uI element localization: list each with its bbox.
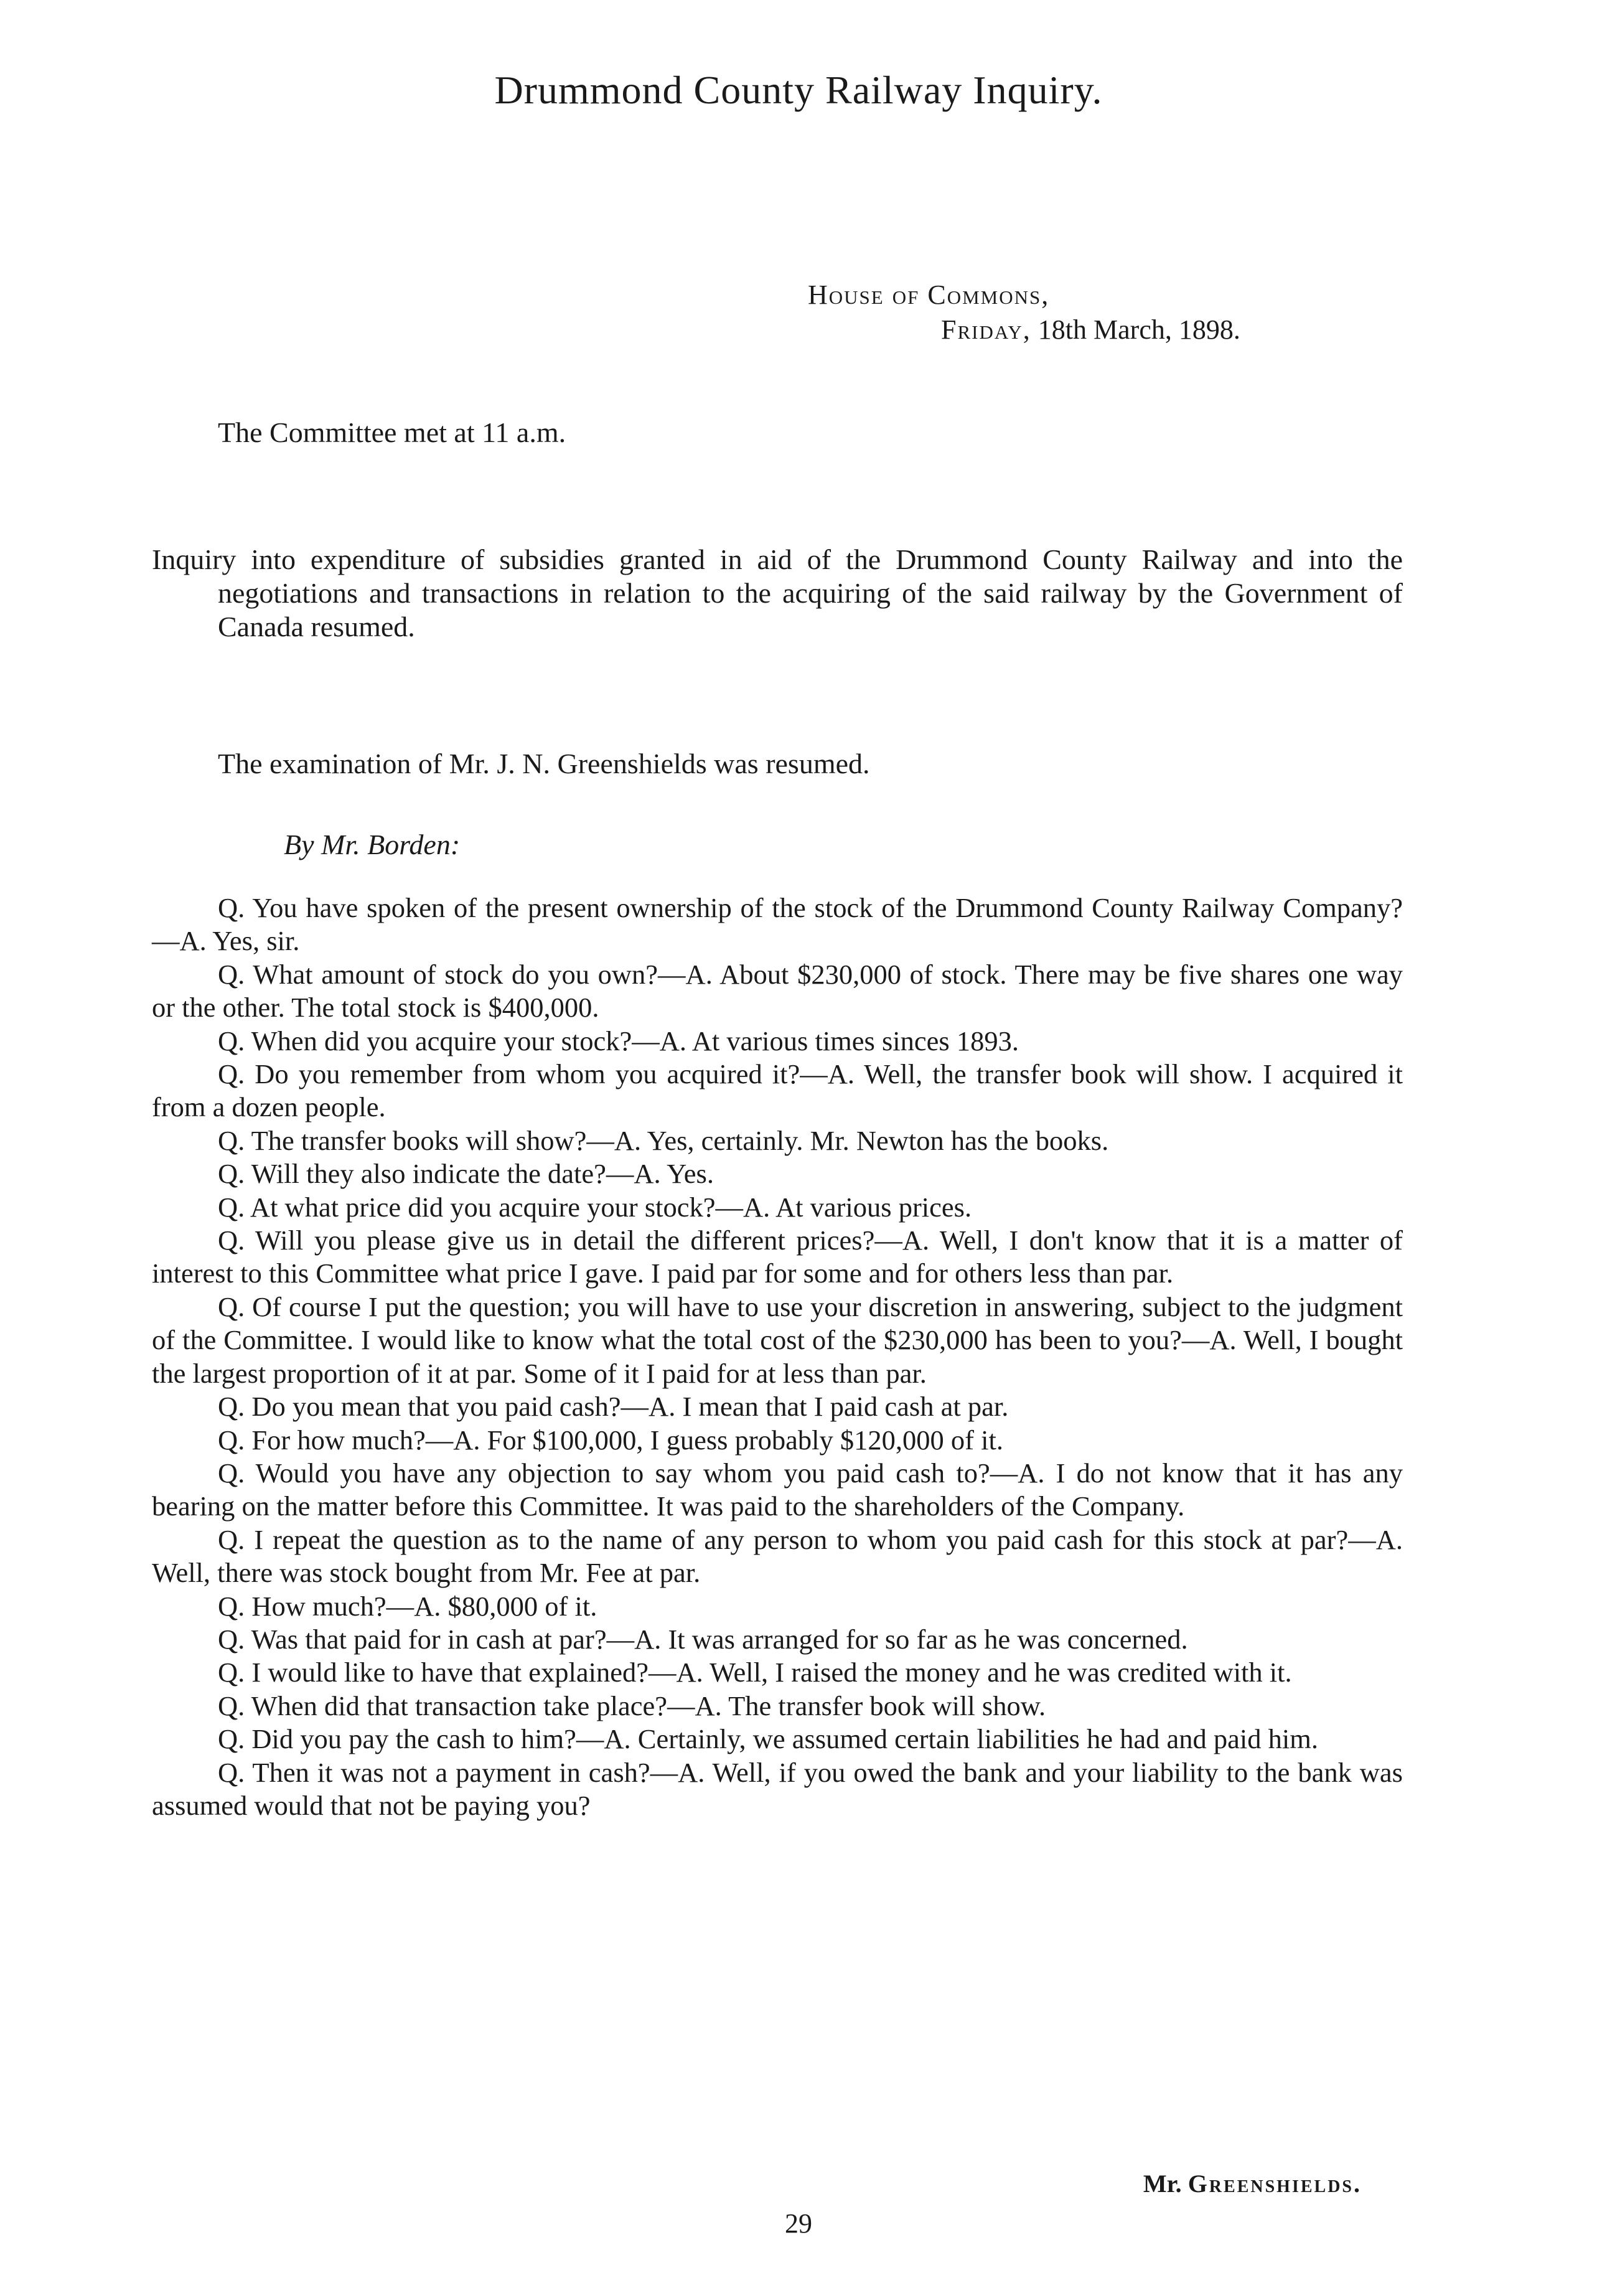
- qa-paragraph: Q. I repeat the question as to the name of any person to whom you paid cash for this stock at par?—A. Well, there was stock bought from Mr. Fee at par.: [152, 1523, 1403, 1589]
- qa-paragraph: Q. Then it was not a payment in cash?—A. Well, if you owed the bank and your liability to the bank was assumed would that not be paying you?: [152, 1756, 1403, 1821]
- qa-paragraph: Q. Would you have any objection to say whom you paid cash to?—A. I do not know that it has any bearing on the matter before this Committee. It was paid to the shareholders of the Company.: [152, 1457, 1403, 1522]
- qa-paragraph: Q. When did you acquire your stock?—A. At various times sinces 1893.: [218, 1025, 1019, 1056]
- qa-paragraph: Q. Of course I put the question; you will have to use your discretion in answering, subject to the judgment of the Committee. I would like to know what the total cost of the $230,000 has been to you?—A. Well, I bought the largest proportion of it at par. Some of it I paid for at less than par.: [152, 1291, 1403, 1389]
- inquiry-paragraph: Inquiry into expenditure of subsidies granted in aid of the Drummond County Railway and into the negotiations and transactions in relation to the acquiring of the said railway by the Government of Canada resumed.: [152, 543, 1403, 642]
- qa-paragraph: Q. You have spoken of the present ownership of the stock of the Drummond County Railway Company?—A. Yes, sir.: [152, 892, 1403, 957]
- dateline-house: House of Commons,: [808, 280, 1050, 310]
- examiner-byline: By Mr. Borden:: [284, 829, 461, 860]
- qa-paragraph: Q. When did that transaction take place?—A. The transfer book will show.: [218, 1690, 1046, 1721]
- running-signature: [1143, 2169, 1362, 2198]
- inquiry-paragraph-block: [152, 543, 1403, 644]
- qa-paragraph: Q. The transfer books will show?—A. Yes, certainly. Mr. Newton has the books.: [218, 1124, 1109, 1156]
- qa-paragraph: Q. Did you pay the cash to him?—A. Certainly, we assumed certain liabilities he had and paid him.: [218, 1723, 1319, 1755]
- testimony-section: [152, 892, 1403, 1822]
- signature-prefix: Mr.: [1143, 2170, 1182, 2198]
- signature-name: Greenshields.: [1187, 2170, 1362, 2198]
- qa-paragraph: Q. What amount of stock do you own?—A. About $230,000 of stock. There may be five shares one way or the other. The total stock is $400,000.: [152, 958, 1403, 1023]
- qa-paragraph: Q. How much?—A. $80,000 of it.: [218, 1590, 597, 1622]
- qa-paragraph: Q. Will you please give us in detail the different prices?—A. Well, I don't know that it is a matter of interest to this Committee what price I gave. I paid par for some and for others less than par.: [152, 1225, 1403, 1289]
- qa-paragraph: Q. At what price did you acquire your stock?—A. At various prices.: [218, 1191, 972, 1223]
- meeting-note: The Committee met at 11 a.m.: [218, 416, 566, 448]
- page-number: 29: [785, 2208, 812, 2239]
- qa-paragraph: Q. Will they also indicate the date?—A. Yes.: [218, 1158, 714, 1190]
- qa-paragraph: Q. For how much?—A. For $100,000, I guess probably $120,000 of it.: [218, 1424, 1003, 1456]
- page-title: Drummond County Railway Inquiry.: [494, 68, 1103, 112]
- dateline-date-row: [941, 314, 1240, 346]
- qa-paragraph: Q. I would like to have that explained?—A. Well, I raised the money and he was credited with it.: [218, 1657, 1292, 1688]
- qa-paragraph: Q. Do you mean that you paid cash?—A. I mean that I paid cash at par.: [218, 1391, 1009, 1423]
- qa-paragraph: Q. Was that paid for in cash at par?—A. It was arranged for so far as he was concerned.: [218, 1623, 1188, 1655]
- examination-note: The examination of Mr. J. N. Greenshields was resumed.: [218, 748, 870, 779]
- dateline-date: 18th March, 1898.: [1037, 314, 1240, 345]
- qa-paragraph: Q. Do you remember from whom you acquired it?—A. Well, the transfer book will show. I acquired it from a dozen people.: [152, 1058, 1403, 1123]
- dateline-day: Friday,: [941, 314, 1031, 345]
